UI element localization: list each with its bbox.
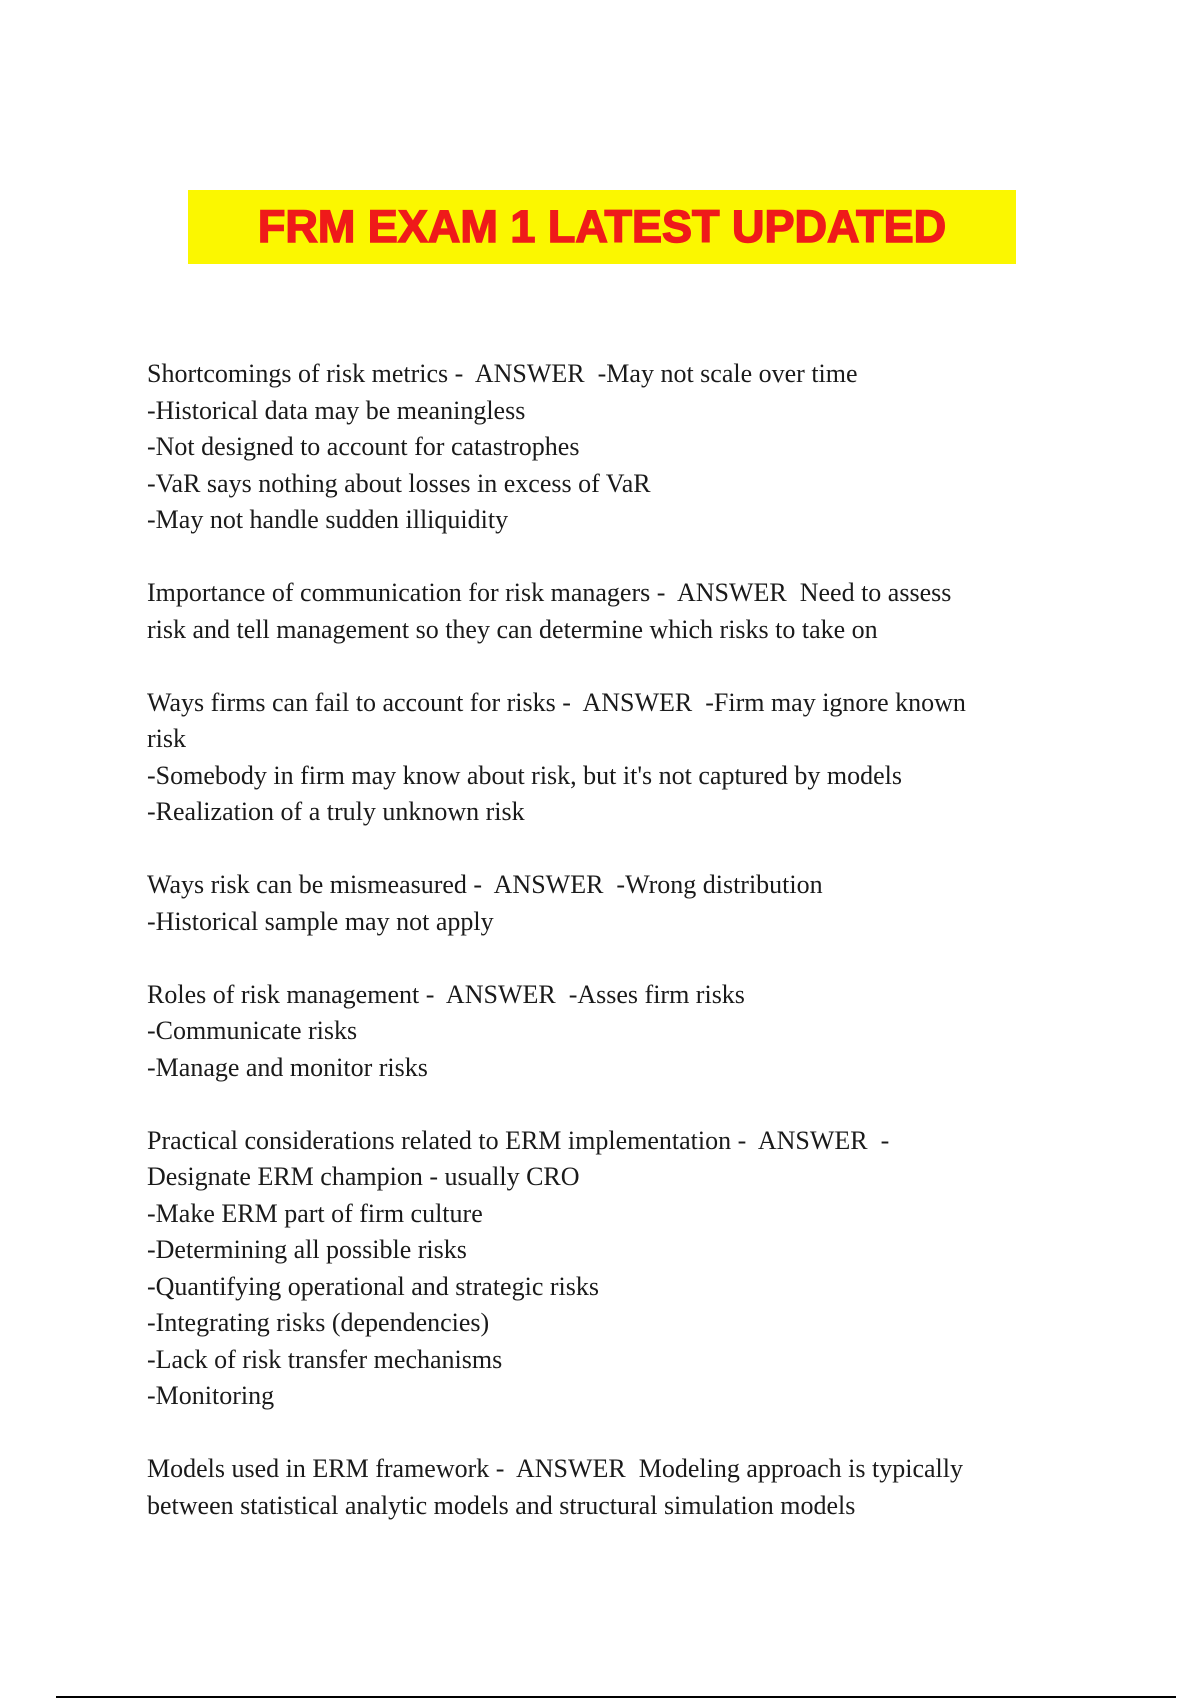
qa-line: between statistical analytic models and structural simulation models <box>147 1490 856 1520</box>
qa-line: -May not handle sudden illiquidity <box>147 505 509 534</box>
qa-entry <box>147 1123 1067 1415</box>
qa-line: -Quantifying operational and strategic risks <box>147 1271 599 1301</box>
qa-line: Practical considerations related to ERM implementation - ANSWER - <box>147 1125 890 1155</box>
qa-line: -Monitoring <box>147 1381 275 1410</box>
qa-entry <box>147 1451 1067 1524</box>
qa-line: risk <box>147 724 186 753</box>
qa-line: -Determining all possible risks <box>147 1235 467 1264</box>
qa-line: -Manage and monitor risks <box>147 1052 428 1082</box>
qa-line: Roles of risk management - ANSWER -Asses firm risks <box>147 979 745 1009</box>
qa-line: Models used in ERM framework - ANSWER Modeling approach is typically <box>147 1454 963 1483</box>
qa-entry <box>147 575 1067 648</box>
qa-line: -Make ERM part of firm culture <box>147 1198 483 1228</box>
qa-entry <box>147 685 1067 831</box>
qa-line: Shortcomings of risk metrics - ANSWER -May not scale over time <box>147 359 858 388</box>
qa-line: Designate ERM champion - usually CRO <box>147 1162 580 1191</box>
qa-line: -Realization of a truly unknown risk <box>147 797 525 826</box>
qa-line: -Lack of risk transfer mechanisms <box>147 1344 503 1374</box>
qa-entry <box>147 867 1067 940</box>
qa-entry <box>147 356 1067 539</box>
document-title: FRM EXAM 1 LATEST UPDATED <box>257 201 947 252</box>
qa-line: -Communicate risks <box>147 1016 358 1045</box>
qa-list <box>147 356 1067 1561</box>
qa-line: -Integrating risks (dependencies) <box>147 1308 490 1337</box>
qa-entry <box>147 977 1067 1087</box>
qa-line: Ways firms can fail to account for risks - ANSWER -Firm may ignore known <box>147 687 966 717</box>
qa-line: Importance of communication for risk managers - ANSWER Need to assess <box>147 578 952 607</box>
qa-line: -Somebody in firm may know about risk, but it's not captured by models <box>147 760 902 790</box>
qa-line: -Historical sample may not apply <box>147 906 494 936</box>
title-highlight <box>188 190 1016 264</box>
qa-line: risk and tell management so they can determine which risks to take on <box>147 614 878 644</box>
qa-line: Ways risk can be mismeasured - ANSWER -Wrong distribution <box>147 870 823 899</box>
bottom-rule <box>56 1696 1176 1698</box>
qa-line: -Not designed to account for catastrophes <box>147 432 580 461</box>
qa-line: -VaR says nothing about losses in excess of VaR <box>147 468 651 498</box>
qa-line: -Historical data may be meaningless <box>147 395 526 425</box>
